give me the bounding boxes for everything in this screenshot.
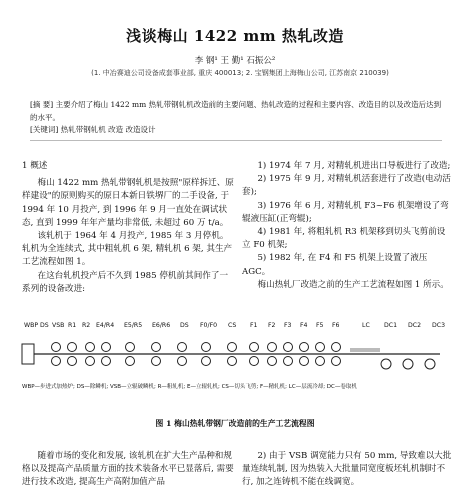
stand-label: F1 <box>250 322 258 329</box>
roll-shape <box>228 343 237 352</box>
list-item: 1) 1974 年 7 月, 对精轧机进出口导板进行了改造; <box>257 161 451 171</box>
paragraph: 在这台轧机投产后不久到 1985 停机前其间作了一系列的设备改进: <box>22 270 229 294</box>
roll-shape <box>250 357 259 366</box>
roll-shape <box>268 357 277 366</box>
figure-caption: 图 1 梅山热轧带钢厂改造前的生产工艺流程图 <box>155 419 315 428</box>
stand-label: F3 <box>284 322 292 329</box>
stand-label: CS <box>228 322 237 329</box>
roll-shape <box>68 357 77 366</box>
roll-shape <box>300 357 309 366</box>
coiler-shape <box>425 359 435 369</box>
roll-shape <box>102 357 111 366</box>
paragraph: 2) 由于 VSB 调宽能力只有 50 mm, 导致难以大批量连续轧制, 因为热装入大批量同宽度板坯轧机制时不行, 加之连铸机不能在线调宽。 <box>242 451 452 488</box>
roll-shape <box>332 343 341 352</box>
roll-shape <box>300 343 309 352</box>
roll-shape <box>86 357 95 366</box>
roll-shape <box>52 343 61 352</box>
roll-shape <box>202 357 211 366</box>
stand-label: DC3 <box>432 322 446 329</box>
paragraph: 随着市场的变化和发展, 该轧机在扩大生产品种和规格以及提高产品质量方面的技术装备水平已显落后, 需要进行技术改造, 提高生产高附加值产品 <box>22 451 234 488</box>
stand-label: F0/F0 <box>200 322 218 329</box>
right-column <box>242 160 452 292</box>
stand-label: E6/R6 <box>152 322 171 329</box>
roll-shape <box>284 357 293 366</box>
list-item: 5) 1982 年, 在 F4 和 F5 机架上设置了液压 AGC。 <box>242 253 428 277</box>
process-flow-diagram <box>20 330 450 380</box>
stand-label: F5 <box>316 322 324 329</box>
roll-shape <box>126 357 135 366</box>
roll-shape <box>152 343 161 352</box>
paragraph: 梅山热轧厂改造之前的生产工艺流程如图 1 所示。 <box>257 279 449 290</box>
divider <box>30 140 442 141</box>
left-column <box>22 160 234 296</box>
figure-legend: WBP—步进式加热炉; DS—除鳞机; VSB—立辊破鳞机; R—粗轧机; E—立辊轧机; CS—切头飞剪; F—精轧机; LC—层流冷却; DC—卷取机 <box>22 384 357 390</box>
paragraph: 梅山 1422 mm 热轧带钢轧机是按照"原样拆迁、原样建设"的原则购买的原日本新日铁堺厂的二手设备, 于 1994 年 10 月投产, 到 1996 年 9 月一直处在调试状态, 直到 1999 年年产量均非常低, 未超过 60 万 t/a。 <box>22 178 234 228</box>
roll-shape <box>68 343 77 352</box>
roll-shape <box>178 357 187 366</box>
roll-shape <box>284 343 293 352</box>
list-item: 2) 1975 年 9 月, 对精轧机活套进行了改造(电动活套); <box>242 174 451 198</box>
stand-label: DS <box>40 322 49 329</box>
stand-label: E5/R5 <box>124 322 143 329</box>
roll-shape <box>152 357 161 366</box>
roll-shape <box>178 343 187 352</box>
roll-shape <box>228 357 237 366</box>
stand-label: DC1 <box>384 322 398 329</box>
roll-shape <box>86 343 95 352</box>
stand-label: VSB <box>52 322 65 329</box>
stand-label: R1 <box>68 322 77 329</box>
list-item: 4) 1981 年, 将粗轧机 R3 机架移到切头飞剪前设立 F0 机架; <box>242 227 446 251</box>
stand-label: R2 <box>82 322 91 329</box>
keywords: [关键词] 热轧带钢轧机 改造 改造设计 <box>30 125 156 134</box>
stand-label: DC2 <box>408 322 422 329</box>
section-heading: 1 概述 <box>22 161 48 171</box>
roll-shape <box>202 343 211 352</box>
roll-shape <box>316 357 325 366</box>
affiliation: (1. 中冶赛迪公司设备成套事业部, 重庆 400013; 2. 宝钢集团上海梅山公司, 江苏南京 210039) <box>91 69 389 77</box>
abstract: [摘 要] 主要介绍了梅山 1422 mm 热轧带钢轧机改造前的主要问题、热轧改造的过程和主要内容、改造目的以及改造后达到的水平。 <box>30 100 442 122</box>
paragraph: 该轧机于 1964 年 4 月投产, 1985 年 3 月停机。轧机为全连续式, 其中粗轧机 6 架, 精轧机 6 架, 其生产工艺流程如图 1。 <box>22 231 233 268</box>
roll-shape <box>102 343 111 352</box>
stand-label: F2 <box>268 322 276 329</box>
paper-title: 浅谈梅山 1422 mm 热轧改造 <box>126 27 344 45</box>
coiler-shape <box>403 359 413 369</box>
stand-label: F6 <box>332 322 340 329</box>
laminar-cooling-shape <box>350 348 380 352</box>
roll-shape <box>316 343 325 352</box>
roll-shape <box>250 343 259 352</box>
stand-label: LC <box>362 322 370 329</box>
roll-shape <box>332 357 341 366</box>
stand-label: DS <box>180 322 189 329</box>
authors: 李 钢¹ 王 勤¹ 石振公² <box>194 56 276 66</box>
roll-shape <box>126 343 135 352</box>
roll-shape <box>52 357 61 366</box>
list-item: 3) 1976 年 6 月, 对精轧机 F3~F6 机架增设了弯辊液压缸(正弯辊); <box>242 200 449 224</box>
roll-shape <box>268 343 277 352</box>
stand-label: F4 <box>300 322 308 329</box>
coiler-shape <box>381 359 391 369</box>
stand-label: WBP <box>24 322 39 329</box>
coilers <box>381 359 435 369</box>
furnace-shape <box>22 344 34 364</box>
stand-label: E4/R4 <box>96 322 115 329</box>
